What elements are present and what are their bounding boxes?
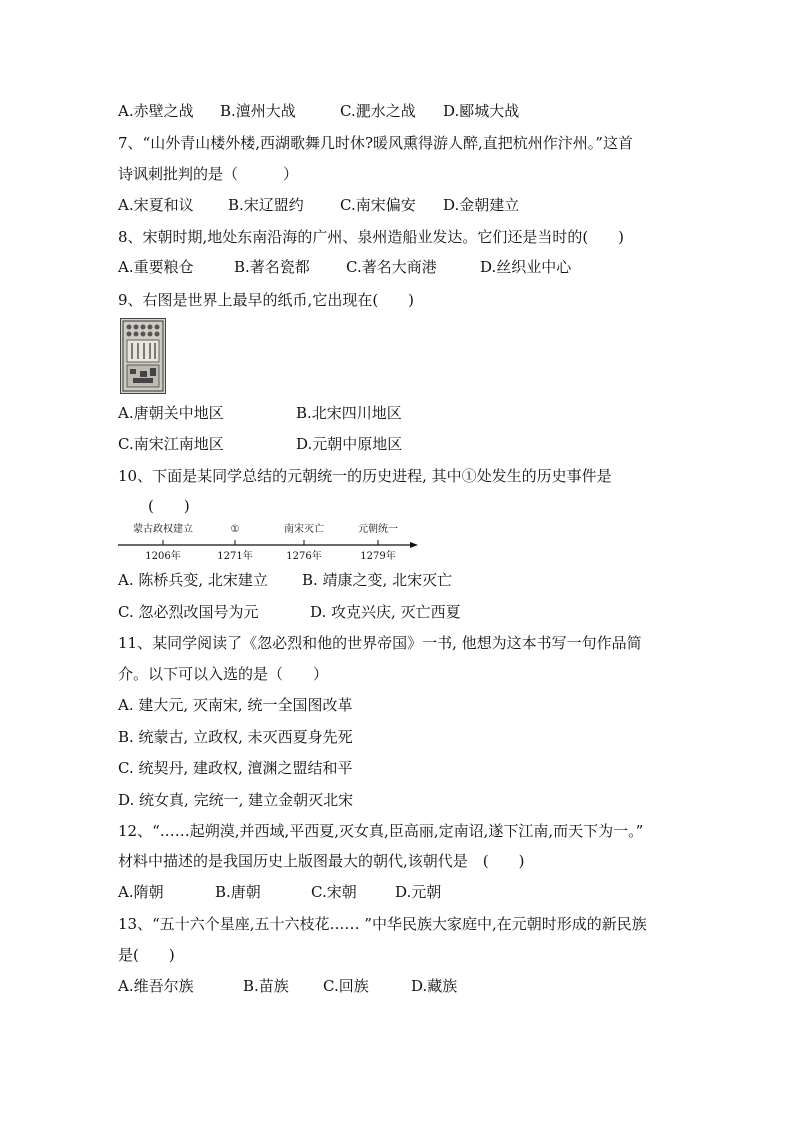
- q9-option-c: C.南宋江南地区: [118, 435, 224, 453]
- q8-option-a: A.重要粮仓: [118, 258, 194, 276]
- q10-stem-line2: ( ): [148, 497, 190, 515]
- q12-stem-line1: 12、“……起朔漠,并西域,平西夏,灭女真,臣高丽,定南诏,遂下江南,而天下为一。”: [118, 822, 644, 840]
- timeline-event-2: ①: [230, 524, 240, 535]
- q11-stem-line1: 11、某同学阅读了《忽必烈和他的世界帝国》一书, 他想为这本书写一句作品简: [118, 634, 642, 652]
- q12-option-c: C.宋朝: [311, 883, 357, 901]
- q12-stem-line2: 材料中描述的是我国历史上版图最大的朝代,该朝代是 ( ): [118, 852, 525, 870]
- q13-option-d: D.藏族: [411, 977, 458, 995]
- q10-option-b: B. 靖康之变, 北宋灭亡: [302, 571, 453, 589]
- q6-option-c: C.淝水之战: [340, 102, 416, 120]
- q6-option-d: D.郾城大战: [443, 102, 520, 120]
- q6-option-b: B.澶州大战: [220, 102, 296, 120]
- timeline-year-2: 1271年: [217, 551, 253, 562]
- q13-option-a: A.维吾尔族: [118, 977, 194, 995]
- q13-option-b: B.苗族: [243, 977, 289, 995]
- q11-option-c: C. 统契丹, 建政权, 澶渊之盟结和平: [118, 759, 353, 777]
- q12-option-b: B.唐朝: [215, 883, 261, 901]
- timeline-event-3: 南宋灭亡: [284, 524, 324, 535]
- q8-option-d: D.丝织业中心: [480, 258, 572, 276]
- timeline-year-1: 1206年: [145, 551, 181, 562]
- q7-option-b: B.宋辽盟约: [228, 196, 304, 214]
- q12-option-d: D.元朝: [395, 883, 442, 901]
- q7-option-c: C.南宋偏安: [340, 196, 416, 214]
- q9-option-a: A.唐朝关中地区: [118, 404, 224, 422]
- jiaozi-banknote-image: [120, 318, 166, 394]
- banknote-illustration: [121, 319, 165, 393]
- q10-option-d: D. 攻克兴庆, 灭亡西夏: [310, 603, 461, 621]
- timeline-arrow: [410, 542, 418, 548]
- q11-option-d: D. 统女真, 完统一, 建立金朝灭北宋: [118, 791, 354, 809]
- q11-stem-line2: 介。以下可以入选的是（ ）: [118, 665, 329, 683]
- q11-option-a: A. 建大元, 灭南宋, 统一全国图改革: [118, 696, 353, 714]
- timeline-event-1: 蒙古政权建立: [133, 524, 193, 535]
- q7-option-a: A.宋夏和议: [118, 196, 194, 214]
- q9-stem-line1: 9、右图是世界上最早的纸币,它出现在( ): [118, 291, 415, 309]
- q13-stem-line2: 是( ): [118, 946, 175, 964]
- q10-option-c: C. 忽必烈改国号为元: [118, 603, 259, 621]
- q11-option-b: B. 统蒙古, 立政权, 未灭西夏身先死: [118, 728, 353, 746]
- q8-option-b: B.著名瓷都: [234, 258, 310, 276]
- q10-stem-line1: 10、下面是某同学总结的元朝统一的历史进程, 其中①处发生的历史事件是: [118, 467, 612, 485]
- q9-option-d: D.元朝中原地区: [296, 435, 403, 453]
- timeline-event-4: 元朝统一: [358, 524, 398, 535]
- q13-stem-line1: 13、“五十六个星座,五十六枝花…… ”中华民族大家庭中,在元朝时形成的新民族: [118, 915, 647, 933]
- q8-stem-line1: 8、宋朝时期,地处东南沿海的广州、泉州造船业发达。它们还是当时的( ): [118, 228, 625, 246]
- q12-option-a: A.隋朝: [118, 883, 164, 901]
- q10-option-a: A. 陈桥兵变, 北宋建立: [118, 571, 268, 589]
- timeline-year-4: 1279年: [360, 551, 396, 562]
- q13-option-c: C.回族: [323, 977, 369, 995]
- q8-option-c: C.著名大商港: [346, 258, 437, 276]
- q7-option-d: D.金朝建立: [443, 196, 520, 214]
- q7-stem-line1: 7、“山外青山楼外楼,西湖歌舞几时休?暖风熏得游人醉,直把杭州作汴州。”这首: [118, 134, 633, 152]
- q10-timeline: [118, 520, 428, 564]
- timeline-year-3: 1276年: [286, 551, 322, 562]
- q9-option-b: B.北宋四川地区: [296, 404, 402, 422]
- q6-option-a: A.赤壁之战: [118, 102, 194, 120]
- q7-stem-line2: 诗讽刺批判的是（ ）: [118, 165, 299, 183]
